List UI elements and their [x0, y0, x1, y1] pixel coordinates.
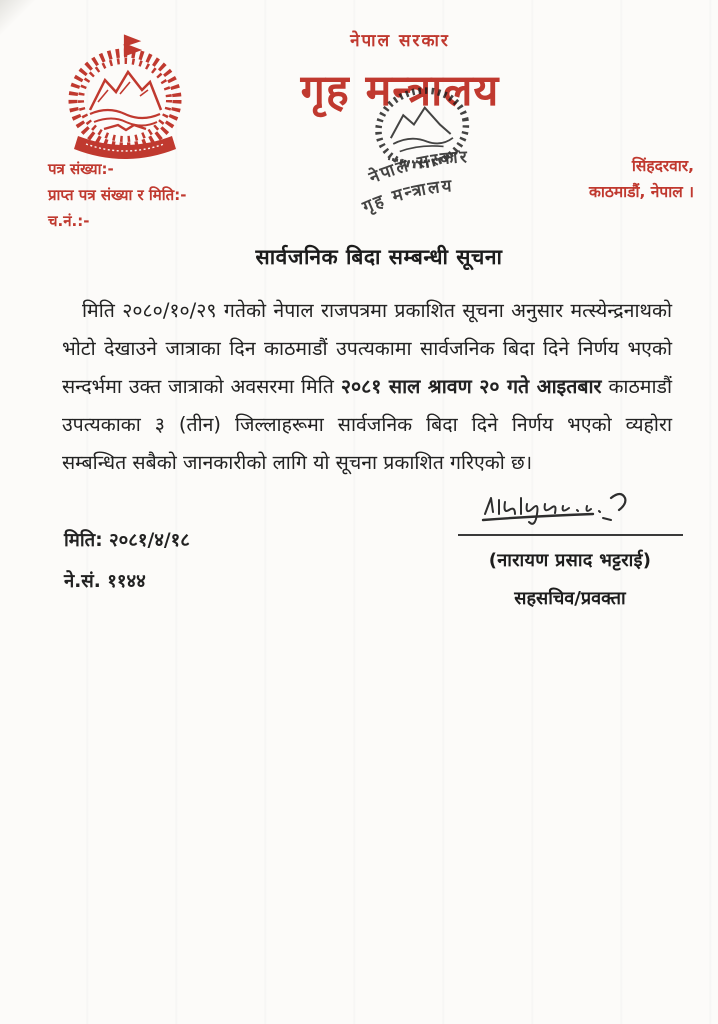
stamp-text-ministry: गृह मन्त्रालय [359, 176, 455, 218]
notice-title: सार्वजनिक बिदा सम्बन्धी सूचना [255, 245, 503, 269]
address-line-2: काठमाडौं, नेपाल । [588, 183, 694, 201]
signature-rule [458, 534, 683, 536]
body-text-segment: काठमाडौं उपत्यकाका ३ (तीन) जिल्लाहरूमा सार्वजनिक बिदा दिने निर्णय भएको व्यहोरा सम्बन्धित सबैको जानकारीको लागि यो सूचना प्रकाशित गरिएको छ। [62, 375, 672, 474]
address-block [589, 153, 694, 205]
ref-dispatch-number: च.नं.:- [48, 212, 90, 230]
reference-block [48, 156, 186, 234]
government-name: नेपाल सरकार [350, 31, 450, 51]
signature-block [450, 488, 690, 610]
handwritten-signature [475, 488, 665, 534]
body-text-segment: मिति २०८०/१०/२९ गतेको नेपाल राजपत्रमा प्रकाशित सूचना अनुसार मत्स्येन्द्रनाथको भोटो देखाउने जात्राका दिन काठमाडौं उपत्यकामा सार्वजनिक बिदा दिने निर्णय भएको सन्दर्भमा उक्त जात्राको अवसरमा मिति [62, 299, 672, 398]
issue-date: मिति: २०८१/४/१८ [64, 530, 190, 551]
ref-received-number-date: प्राप्त पत्र संख्या र मिति:- [48, 186, 187, 204]
nepal-sambat: ने.सं. ११४४ [64, 571, 146, 592]
ref-letter-number: पत्र संख्या:- [48, 160, 114, 178]
address-line-1: सिंहदरवार, [631, 157, 694, 175]
stamp-text-government: नेपाल सरकार [366, 147, 470, 189]
ministry-ink-stamp [331, 78, 512, 230]
ministry-name: गृह मन्त्रालय [300, 66, 500, 116]
notice-body [62, 292, 672, 482]
signatory-title: सहसचिव/प्रवक्ता [514, 588, 626, 609]
nepal-emblem-red [60, 32, 190, 162]
signatory-name: (नारायण प्रसाद भट्टराई) [488, 550, 652, 571]
body-text-segment: २०८१ साल श्रावण २० गते आइतबार [340, 375, 602, 398]
